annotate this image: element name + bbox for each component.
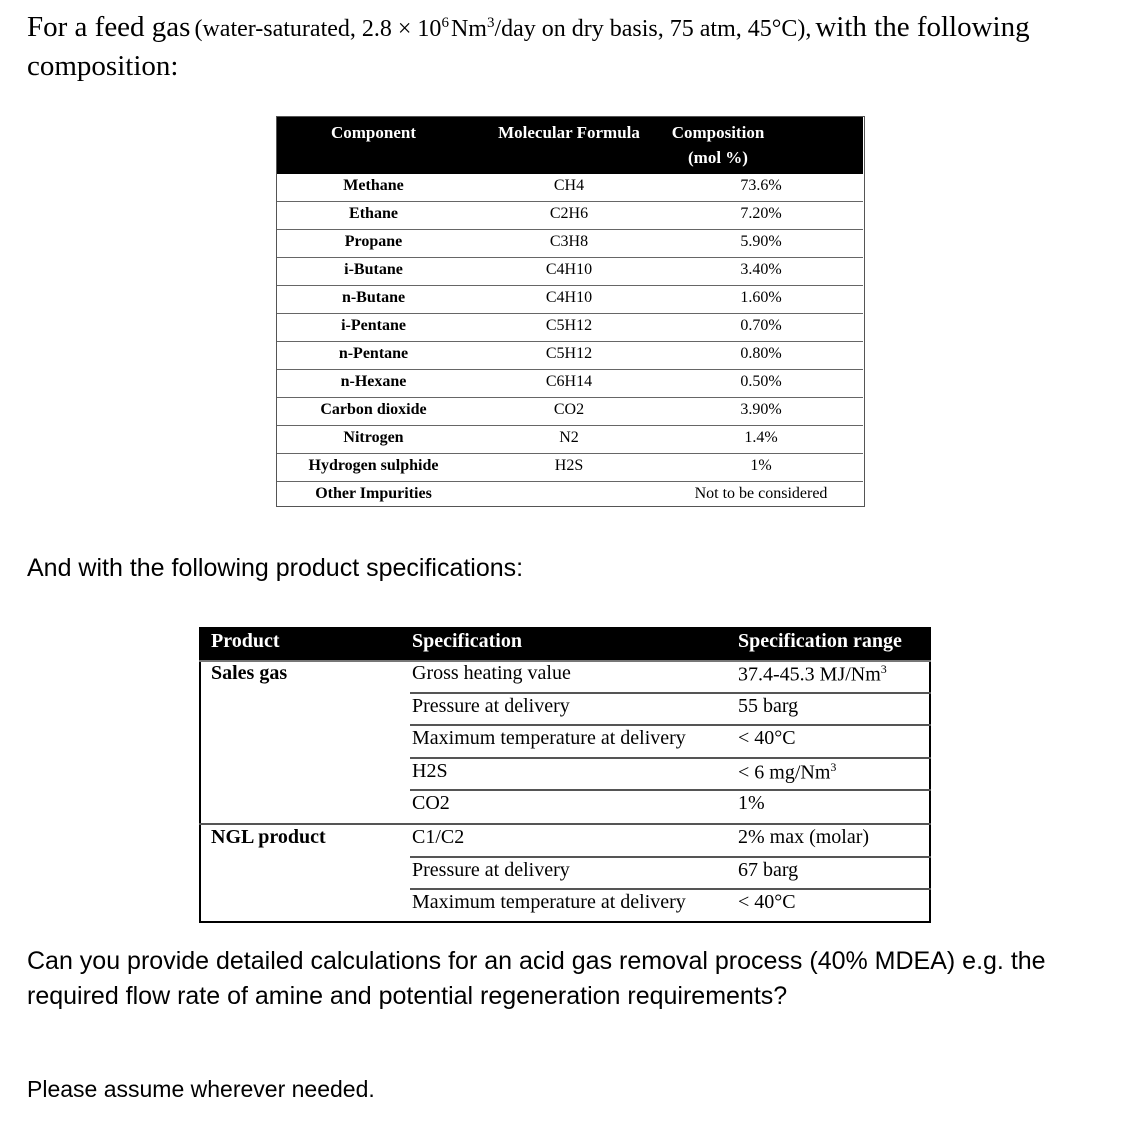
header-composition: Composition xyxy=(671,123,765,142)
product-sales-gas: Sales gas xyxy=(211,662,288,684)
intro-paragraph xyxy=(27,10,1117,88)
cell-formula: C2H6 xyxy=(549,205,589,222)
header-specification: Specification xyxy=(412,630,522,652)
feed-table-row xyxy=(277,426,863,454)
spec-row-rule xyxy=(410,888,931,890)
spec-range-value: < 40°C xyxy=(738,727,796,749)
feed-table-row xyxy=(277,202,863,230)
feed-table-row xyxy=(277,314,863,342)
frame-right xyxy=(929,627,931,923)
unit-nm: Nm xyxy=(450,16,487,42)
feed-table-row xyxy=(277,370,863,398)
spec-row-rule xyxy=(410,757,931,759)
header-product: Product xyxy=(211,630,280,652)
spec-table-header xyxy=(201,627,929,660)
spec-range xyxy=(738,695,798,718)
frame-left xyxy=(199,627,201,923)
spec-label: H2S xyxy=(412,760,448,782)
cell-formula: CH4 xyxy=(553,177,585,194)
cell-composition: 3.90% xyxy=(740,401,782,418)
spec-range xyxy=(738,792,765,815)
feed-table-row xyxy=(277,398,863,426)
cell-formula: C5H12 xyxy=(545,317,593,334)
cell-component: i-Pentane xyxy=(341,317,406,334)
spec-range-superscript: 3 xyxy=(830,760,837,774)
feed-table-row xyxy=(277,482,863,510)
spec-range-value: 1% xyxy=(738,792,765,814)
header-composition-unit: (mol %) xyxy=(688,148,748,167)
cell-component: Propane xyxy=(344,233,403,250)
cell-composition: 1.4% xyxy=(744,429,778,446)
cell-component: n-Hexane xyxy=(340,373,407,390)
spec-label: CO2 xyxy=(412,792,450,814)
feed-table-row xyxy=(277,230,863,258)
spec-label: Pressure at delivery xyxy=(412,859,570,881)
cell-component: Hydrogen sulphide xyxy=(308,457,439,474)
frame-bottom xyxy=(199,921,931,923)
intro-tail: with the following composition: xyxy=(27,11,1030,82)
header-range: Specification range xyxy=(738,630,902,652)
cell-component: Methane xyxy=(343,177,404,194)
header-component: Component xyxy=(330,123,416,142)
spec-row-rule xyxy=(410,724,931,726)
spec-range xyxy=(738,760,836,785)
header-formula: Molecular Formula xyxy=(498,123,640,142)
cell-formula: C4H10 xyxy=(545,261,593,278)
cell-component: n-Pentane xyxy=(338,345,409,362)
cell-composition: 0.70% xyxy=(740,317,782,334)
intro-conditions xyxy=(194,16,811,42)
spec-heading: And with the following product specifications: xyxy=(27,554,524,582)
cell-composition: 7.20% xyxy=(740,205,782,222)
spec-range: 67 barg xyxy=(738,859,799,881)
spec-range xyxy=(738,662,887,687)
cell-composition: 0.80% xyxy=(740,345,782,362)
cell-composition: 3.40% xyxy=(740,261,782,278)
cell-composition: 0.50% xyxy=(740,373,782,390)
cell-composition: Not to be considered xyxy=(694,485,828,502)
spec-label: Gross heating value xyxy=(412,662,571,684)
intro-lead: For a feed gas xyxy=(27,11,191,43)
exponent-3: 3 xyxy=(486,15,495,31)
cell-formula: N2 xyxy=(559,429,579,446)
cell-component: Ethane xyxy=(349,205,398,222)
feed-composition-table xyxy=(276,116,865,507)
assume-note: Please assume wherever needed. xyxy=(27,1076,375,1102)
cell-component: Carbon dioxide xyxy=(320,401,427,418)
product-spec-table xyxy=(199,627,931,923)
product-divider xyxy=(199,823,931,825)
spec-range-superscript: 3 xyxy=(880,662,887,676)
spec-range: < 40°C xyxy=(738,891,796,913)
feed-table-row xyxy=(277,258,863,286)
cell-formula: H2S xyxy=(554,457,584,474)
cell-component: Nitrogen xyxy=(343,429,404,446)
spec-range-value: < 6 mg/Nm xyxy=(738,761,831,784)
cell-component: Other Impurities xyxy=(315,485,432,502)
cell-formula: C3H8 xyxy=(549,233,589,250)
cell-formula: C4H10 xyxy=(545,289,593,306)
spec-label: C1/C2 xyxy=(412,826,465,848)
spec-range xyxy=(738,727,796,750)
feed-table-row xyxy=(277,342,863,370)
spec-range-value: 37.4-45.3 MJ/Nm xyxy=(738,663,881,686)
feed-table-row xyxy=(277,454,863,482)
question-text: Can you provide detailed calculations for an acid gas removal process (40% MDEA) e.g. the required flow rate of amine and potential regeneration requirements? xyxy=(27,947,1046,1010)
cell-formula: CO2 xyxy=(553,401,585,418)
cell-component: n-Butane xyxy=(341,289,406,306)
cell-formula: C5H12 xyxy=(545,345,593,362)
exponent-6: 6 xyxy=(441,15,449,31)
spec-range-value: 55 barg xyxy=(738,695,799,717)
spec-row-rule xyxy=(410,856,931,858)
conditions-pre: (water-saturated, 2.8 × 10 xyxy=(194,16,442,42)
cell-composition: 1.60% xyxy=(740,289,782,306)
cell-formula: C6H14 xyxy=(545,373,593,390)
conditions-post: /day on dry basis, 75 atm, 45°C), xyxy=(494,16,812,42)
feed-table-row xyxy=(277,286,863,314)
product-ngl: NGL product xyxy=(211,826,326,848)
cell-composition: 73.6% xyxy=(740,177,782,194)
spec-range: 2% max (molar) xyxy=(738,826,870,848)
spec-label: Maximum temperature at delivery xyxy=(412,727,686,749)
header-divider xyxy=(199,660,931,662)
cell-composition: 1% xyxy=(750,457,772,474)
spec-row-rule xyxy=(410,789,931,791)
cell-component: i-Butane xyxy=(344,261,403,278)
spec-row-rule xyxy=(410,692,931,694)
cell-composition: 5.90% xyxy=(740,233,782,250)
feed-table-header xyxy=(277,117,863,174)
spec-label: Pressure at delivery xyxy=(412,695,570,717)
spec-label: Maximum temperature at delivery xyxy=(412,891,686,913)
feed-table-row xyxy=(277,174,863,202)
